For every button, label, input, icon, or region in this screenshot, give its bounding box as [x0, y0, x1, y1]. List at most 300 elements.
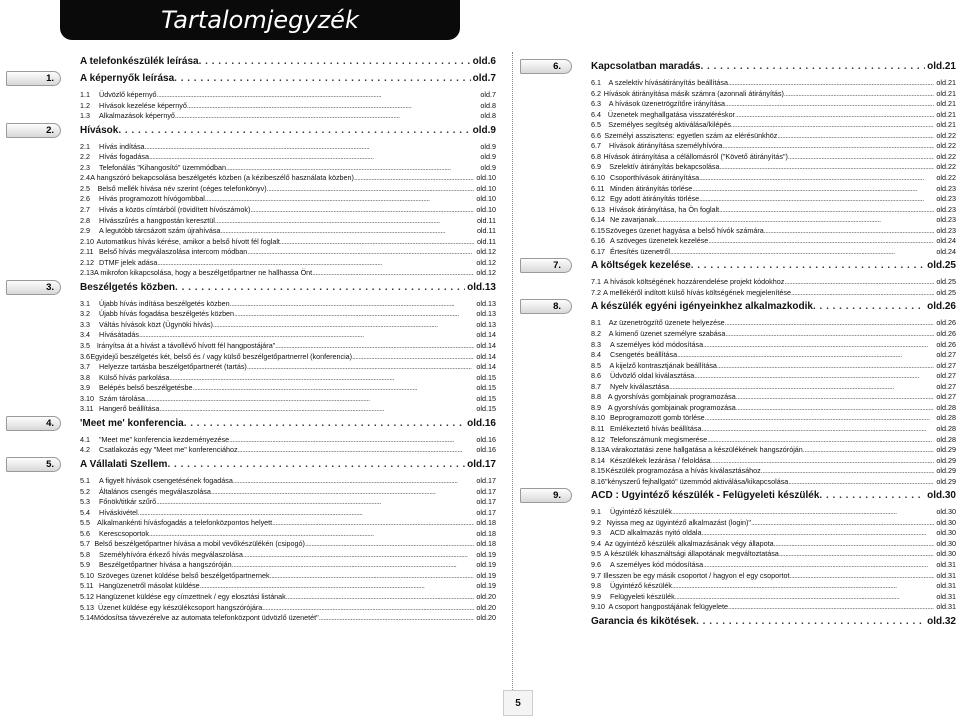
toc-entry [591, 215, 956, 225]
dot-leader [238, 445, 475, 454]
entry-number: 2.13 [80, 268, 94, 278]
dot-leader [711, 456, 935, 465]
dot-leader [725, 318, 935, 327]
entry-page: old.26 [927, 301, 956, 313]
entry-title: ACD alkalmazás nyitó oldala [610, 528, 702, 538]
entry-title: Újabb hívás fogadása beszélgetés közben [99, 309, 235, 319]
toc-entry [591, 89, 956, 99]
entry-number: 9.5 [591, 549, 601, 559]
toc-entry [80, 320, 496, 330]
entry-number: 2.5 [80, 183, 90, 193]
toc-entry [80, 508, 496, 518]
entry-page: old.16 [467, 417, 496, 429]
entry-title: Hívás a közös címtárból (rövidített hívószámok) [99, 204, 251, 214]
entry-number: 2.2 [80, 152, 90, 162]
dot-leader [791, 288, 934, 297]
toc-section-heading [591, 490, 956, 502]
entry-number: 9.2 [591, 517, 601, 527]
entry-title: Hívás programozott hívógombbal [99, 194, 205, 204]
dot-leader [167, 459, 465, 470]
entry-title: Felügyeleti készülék [610, 591, 675, 601]
toc-entry [80, 476, 496, 486]
entry-page: old.31 [936, 570, 956, 580]
dot-leader [272, 518, 474, 527]
entry-title: Belépés belső beszélgetésbe [99, 383, 193, 393]
entry-title: Beprogramozott gomb törlése [610, 413, 705, 423]
toc-entry [591, 581, 956, 591]
entry-number: 6.10 [591, 172, 605, 182]
toc-entry [591, 329, 956, 339]
entry-number: 2.7 [80, 204, 90, 214]
dot-leader [692, 184, 934, 193]
dot-leader [774, 539, 935, 548]
toc-entry [80, 571, 496, 581]
entry-number: 3.2 [80, 309, 90, 319]
entry-title: Híváskivétel [99, 507, 138, 517]
toc-entry [80, 268, 496, 278]
entry-number: 6.16 [591, 236, 605, 246]
toc-section-heading [80, 56, 496, 68]
entry-title: Ne zavarjanak [610, 215, 656, 225]
toc-entry [591, 78, 956, 88]
dot-leader [232, 560, 475, 569]
entry-number: 5.8 [80, 549, 90, 559]
entry-number: 3.7 [80, 362, 90, 372]
dot-leader [813, 301, 925, 312]
entry-number: 8.13 [591, 445, 605, 455]
entry-title: A készülék kihasználtsági állapotának megváltoztatása [604, 549, 779, 559]
entry-number: 8.14 [591, 455, 605, 465]
toc-entry [80, 142, 496, 152]
entry-number: 6.7 [591, 141, 601, 151]
toc-entry [591, 318, 956, 328]
entry-number: 8.4 [591, 350, 601, 360]
entry-number: 9.4 [591, 538, 601, 548]
entry-page: old.30 [927, 490, 956, 502]
entry-number: 5.2 [80, 486, 90, 496]
entry-title: Illesszen be egy másik csoportot / hagyon el egy csoportot [603, 570, 790, 580]
toc-entry [80, 362, 496, 372]
toc-entry [591, 236, 956, 246]
column-divider [512, 52, 513, 712]
entry-page: old.20 [476, 602, 496, 612]
entry-title: A szelektív hívásátirányítás beállítása [608, 78, 728, 87]
dot-leader [722, 141, 934, 150]
entry-title: ACD : Ügyintéző készülék - Felügyeleti készülék [591, 490, 820, 502]
entry-page: old.29 [936, 455, 956, 465]
toc-entry [80, 258, 496, 268]
toc-entry [591, 602, 956, 612]
toc-entry [591, 247, 956, 257]
entry-number: 2.3 [80, 162, 90, 172]
entry-page: old.22 [936, 151, 956, 161]
toc-entry [591, 162, 956, 172]
entry-title: A hívások költségének hozzárendelése projekt kódokhoz [603, 277, 785, 287]
entry-title: Egyidejű beszélgetés két, belső és / vagy külső beszélgetőpartnerrel (konferencia) [90, 351, 353, 361]
entry-title: A szöveges üzenetek kezelése [610, 236, 709, 246]
entry-number: 3.10 [80, 393, 94, 403]
toc-entry [591, 288, 956, 298]
dot-leader [703, 340, 934, 349]
entry-title: Csengetés beállítása [610, 350, 678, 360]
entry-page: old.15 [476, 393, 496, 403]
entry-page: old.8 [480, 100, 496, 110]
entry-page: old.27 [936, 381, 956, 391]
entry-title: A mikrofon kikapcsolása, hogy a beszélgetőpartner ne hallhassa Önt [94, 268, 313, 278]
toc-entry [80, 163, 496, 173]
toc-entry [591, 592, 956, 602]
entry-title: Szelektív átirányítás bekapcsolása [609, 162, 720, 172]
entry-page: old.30 [936, 507, 956, 517]
entry-page: old.26 [936, 318, 956, 328]
entry-number: 9.6 [591, 560, 601, 569]
toc-section-heading [591, 61, 956, 73]
dot-leader [157, 90, 479, 99]
entry-page: old.22 [936, 141, 956, 151]
dot-leader [731, 120, 934, 129]
toc-entry [591, 205, 956, 215]
dot-leader [280, 237, 475, 246]
entry-page: old.9 [472, 124, 496, 136]
entry-page: old.14 [476, 330, 496, 340]
entry-title: Csoporthívások átirányítása [610, 172, 700, 182]
entry-page: old.30 [936, 549, 956, 559]
entry-number: 3.6 [80, 351, 90, 361]
entry-title: Üdvözlő oldal kiválasztása [610, 371, 695, 381]
entry-title: Hívások kezelése képernyő [99, 100, 187, 110]
entry-page: old.10 [476, 183, 496, 193]
entry-page: old.17 [476, 497, 496, 507]
toc-entry [80, 352, 496, 362]
dot-leader [187, 101, 479, 110]
toc-section-heading [80, 282, 496, 294]
toc-entry [591, 518, 956, 528]
entry-number: 9.1 [591, 507, 601, 517]
dot-leader [199, 56, 471, 67]
dot-leader [352, 352, 474, 361]
entry-page: old.21 [936, 120, 956, 130]
dot-leader [720, 162, 935, 171]
entry-page: old.15 [476, 372, 496, 382]
entry-number: 6.12 [591, 194, 605, 204]
section-tab: 5. [6, 457, 61, 472]
entry-page: old.12 [476, 257, 496, 267]
entry-page: old.19 [476, 560, 496, 570]
entry-number: 3.4 [80, 330, 90, 340]
entry-number: 2.6 [80, 194, 90, 204]
dot-leader [312, 268, 474, 277]
toc-entry [80, 592, 496, 602]
entry-title: A kimenő üzenet személyre szabása [608, 329, 726, 338]
entry-page: old.13 [476, 319, 496, 329]
entry-page: old.11 [476, 226, 496, 236]
entry-page: old.26 [936, 339, 956, 349]
dot-leader [789, 571, 934, 580]
entry-page: old.25 [936, 277, 956, 287]
entry-page: old.17 [476, 507, 496, 517]
entry-page: old.31 [936, 602, 956, 612]
entry-number: 4.2 [80, 445, 90, 455]
entry-page: old.19 [476, 570, 496, 580]
entry-title: Hangüzenetről másolat küldése [99, 581, 200, 591]
entry-title: A személyes kód módosítása [610, 560, 704, 569]
entry-title: Készülékek lezárása / feloldása [609, 455, 711, 465]
dot-leader [211, 487, 475, 496]
entry-page: old.29 [936, 476, 956, 486]
entry-number: 6.11 [591, 183, 605, 193]
toc-entry [80, 529, 496, 539]
entry-title: A mellékéről indított külső hívás költségének megjelenítése [603, 287, 791, 297]
dot-leader [777, 131, 934, 140]
entry-page: old.21 [936, 88, 956, 98]
dot-leader [243, 550, 475, 559]
entry-page: old.18 [476, 528, 496, 538]
entry-title: Külső hívás parkolása [99, 372, 170, 382]
entry-title: Kapcsolatban maradás [591, 61, 701, 72]
dot-leader [736, 392, 935, 401]
toc-entry [591, 173, 956, 183]
entry-page: old.13 [476, 309, 496, 319]
entry-page: old.9 [480, 141, 496, 151]
entry-title: Módosítsa távvezérelve az automata telefonközpont üdvözlő üzenetét" [94, 613, 319, 623]
dot-leader [751, 518, 934, 527]
entry-title: Alkalmazások képernyő [99, 111, 175, 121]
entry-title: Hívások átirányítása személyhívóra [608, 141, 723, 151]
entry-title: Garancia és kikötések [591, 615, 697, 627]
toc-entry [80, 237, 496, 247]
entry-number: 9.10 [591, 602, 605, 612]
toc-entry [591, 549, 956, 559]
entry-title: Személyhívóra érkező hívás megválaszolása [99, 549, 243, 559]
entry-title: "Meet me" konferencia kezdeményezése [99, 434, 230, 444]
toc-entry [591, 110, 956, 120]
dot-leader [672, 581, 934, 590]
entry-title: A gyorshívás gombjainak programozása [607, 392, 736, 402]
entry-page: old.28 [936, 402, 956, 412]
entry-title: Nyissa meg az ügyintéző alkalmazást (login)" [606, 517, 751, 527]
entry-title: Újabb hívás indítása beszélgetés közben [99, 298, 230, 308]
entry-page: old.19 [476, 549, 496, 559]
entry-page: old.15 [476, 404, 496, 414]
toc-entry [80, 309, 496, 319]
entry-number: 3.11 [80, 404, 94, 414]
section-tab: 6. [520, 59, 572, 74]
dot-leader [145, 394, 474, 403]
entry-page: old.20 [476, 592, 496, 601]
section-tab: 1. [6, 71, 61, 86]
toc-section-heading [591, 301, 956, 313]
entry-title: Hívás indítása [99, 141, 145, 151]
entry-number: 6.6 [591, 130, 601, 140]
dot-leader [717, 361, 934, 370]
entry-number: 6.13 [591, 204, 605, 214]
entry-number: 3.8 [80, 372, 90, 382]
entry-number: 2.8 [80, 215, 90, 225]
toc-entry [80, 373, 496, 383]
entry-title: Minden átirányítás törlése [610, 183, 693, 193]
entry-page: old.23 [936, 204, 956, 214]
entry-title: Üdvözlő képernyő [99, 90, 157, 99]
dot-leader [761, 466, 935, 475]
toc-entry [80, 603, 496, 613]
toc-section-heading [80, 459, 496, 471]
toc-entry [591, 184, 956, 194]
entry-number: 6.15 [591, 225, 605, 235]
entry-number: 1.3 [80, 111, 90, 121]
dot-leader [200, 581, 475, 590]
entry-number: 8.11 [591, 423, 605, 433]
dot-leader [735, 110, 934, 119]
dot-leader [677, 350, 934, 359]
dot-leader [699, 194, 934, 203]
entry-page: old.25 [936, 287, 956, 297]
entry-title: Helyezze tartásba beszélgetőpartnerét (tartás) [99, 362, 247, 372]
entry-number: 1.1 [80, 90, 90, 99]
dot-leader [707, 435, 934, 444]
toc-entry [591, 392, 956, 402]
entry-page: old.21 [936, 109, 956, 119]
toc-entry [591, 277, 956, 287]
entry-title: 'Meet me' konferencia [80, 417, 184, 429]
entry-number: 1.2 [80, 100, 90, 110]
dot-leader [215, 216, 475, 225]
entry-number: 5.1 [80, 475, 90, 485]
entry-title: Az ügyintéző készülék alkalmazásának végy állapota [604, 538, 774, 548]
entry-title: Személyi asszisztens: egyetlen szám az elérésünkhöz [604, 130, 778, 140]
entry-page: old.20 [476, 613, 496, 623]
toc-entry [591, 340, 956, 350]
entry-title: Automatikus hívás kérése, amikor a belső hívott fél foglalt [96, 236, 280, 246]
entry-title: A képernyők leírása [80, 73, 175, 84]
dot-leader [305, 539, 474, 548]
entry-number: 6.2 [591, 88, 601, 98]
entry-page: old.21 [927, 61, 956, 72]
dot-leader [230, 299, 475, 308]
entry-page: old.27 [936, 350, 956, 360]
toc-entry [591, 539, 956, 549]
dot-leader [118, 125, 470, 136]
entry-page: old.27 [936, 392, 956, 402]
dot-leader [175, 111, 479, 120]
dot-leader [205, 194, 475, 203]
dot-leader [193, 383, 475, 392]
dot-leader [234, 309, 474, 318]
entry-title: Emlékeztető hívás beállítása [610, 423, 702, 433]
entry-page: old.21 [936, 99, 956, 109]
toc-entry [80, 184, 496, 194]
entry-page: old.30 [936, 538, 956, 548]
toc-entry [591, 131, 956, 141]
entry-page: old.22 [936, 130, 956, 140]
entry-number: 6.5 [591, 120, 601, 130]
entry-title: Belső mellék hívása név szerint (céges telefonkönyv) [97, 183, 267, 193]
dot-leader [286, 592, 475, 601]
entry-title: Hívásszűrés a hangpostán keresztül [99, 215, 215, 225]
toc-entry [80, 383, 496, 393]
entry-page: old.28 [936, 423, 956, 433]
toc-entry [591, 528, 956, 538]
toc-entry [591, 371, 956, 381]
entry-page: old.9 [480, 162, 496, 172]
dot-leader [354, 173, 474, 182]
dot-leader [764, 226, 935, 235]
dot-leader [275, 341, 474, 350]
entry-title: A hangszóró bekapcsolása beszélgetés közben (a kézibeszélő használata közben) [90, 173, 354, 183]
toc-entry [80, 152, 496, 162]
dot-leader [725, 329, 934, 338]
dot-leader [247, 362, 475, 371]
entry-number: 2.11 [80, 247, 94, 257]
dot-leader [262, 603, 474, 612]
entry-page: old.10 [476, 204, 496, 214]
entry-title: Értesítés üzenetről [610, 246, 670, 256]
entry-page: old.22 [936, 172, 956, 182]
toc-entry [80, 111, 496, 121]
entry-title: Egy adott átirányítás törlése [610, 194, 700, 204]
entry-title: Irányítsa át a hívást a távollévő hívott fél hangpostájára" [96, 341, 276, 350]
dot-leader [669, 382, 934, 391]
entry-page: old.21 [936, 78, 956, 87]
toc-entry [80, 435, 496, 445]
entry-title: DTMF jelek adása [99, 257, 158, 267]
entry-page: old.10 [476, 173, 496, 183]
dot-leader [247, 247, 474, 256]
section-tab: 4. [6, 416, 61, 431]
entry-number: 2.9 [80, 226, 90, 236]
dot-leader [703, 560, 934, 569]
dot-leader [788, 152, 935, 161]
entry-number: 8.15 [591, 466, 605, 476]
entry-number: 8.6 [591, 371, 601, 381]
dot-leader [267, 184, 475, 193]
dot-leader [233, 476, 475, 485]
section-tab: 7. [520, 258, 572, 273]
toc-entry [591, 560, 956, 570]
toc-entry [80, 299, 496, 309]
section-tab: 9. [520, 488, 572, 503]
toc-entry [591, 507, 956, 517]
entry-title: Nyelv kiválasztása [610, 381, 670, 391]
entry-number: 8.5 [591, 360, 601, 370]
dot-leader [156, 497, 474, 506]
toc-section-heading [80, 125, 496, 137]
entry-page: old.9 [480, 152, 496, 162]
entry-number: 8.1 [591, 318, 601, 328]
dot-leader [728, 602, 934, 611]
entry-number: 2.10 [80, 236, 94, 246]
entry-number: 8.2 [591, 329, 601, 338]
toc-entry [80, 613, 496, 623]
entry-title: Hívások átirányítása a célállomásról ("Követő átirányítás") [603, 151, 788, 161]
entry-title: A legutóbb tárcsázott szám újrahívása [99, 226, 221, 236]
page-title: Tartalomjegyzék [60, 0, 460, 40]
toc-entry [80, 497, 496, 507]
entry-number: 9.9 [591, 591, 601, 601]
entry-page: old.17 [476, 486, 496, 496]
entry-title: Telefonálás "Kihangosító" üzemmódban [99, 162, 226, 172]
entry-number: 5.5 [80, 518, 90, 528]
entry-title: A telefonkészülék leírása [80, 56, 199, 67]
dot-leader [779, 549, 935, 558]
entry-title: Csatlakozás egy "Meet me" konferenciához [99, 445, 238, 455]
toc-entry [80, 90, 496, 100]
toc-entry [591, 226, 956, 236]
dot-leader [702, 424, 935, 433]
entry-number: 8.10 [591, 413, 605, 423]
toc-entry [80, 226, 496, 236]
entry-page: old.27 [936, 360, 956, 370]
entry-page: old.14 [476, 351, 496, 361]
